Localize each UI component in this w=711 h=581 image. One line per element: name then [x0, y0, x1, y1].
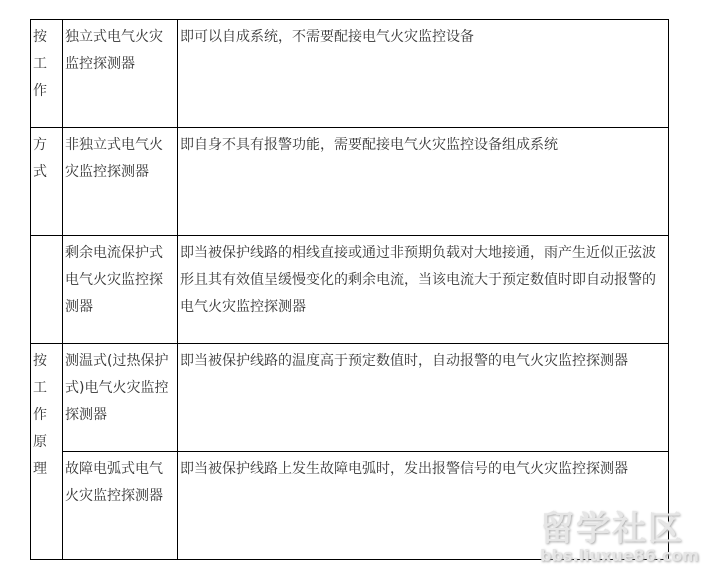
watermark-url: bbs.liuxue86.com [540, 546, 699, 565]
type-cell: 非独立式电气火灾监控探测器 [63, 128, 178, 236]
type-cell: 独立式电气火灾监控探测器 [63, 20, 178, 128]
type-cell: 故障电弧式电气火灾监控探测器 [63, 452, 178, 560]
category-cell [31, 236, 63, 344]
type-cell: 测温式(过热保护式)电气火灾监控探测器 [63, 344, 178, 452]
type-cell: 剩余电流保护式电气火灾监控探测器 [63, 236, 178, 344]
description-cell: 即当被保护线路的相线直接或通过非预期负载对大地接通，雨产生近似正弦波形且其有效值呈缓慢变化的剩余电流，当该电流大于预定数值时即自动报警的电气火灾监控探测器 [178, 236, 669, 344]
table-row [31, 344, 669, 452]
category-cell: 方式 [31, 128, 63, 236]
category-cell: 按工作原理 [31, 344, 63, 560]
description-cell: 即自身不具有报警功能，需要配接电气火灾监控设备组成系统 [178, 128, 669, 236]
description-cell: 即当被保护线路上发生故障电弧时，发出报警信号的电气火灾监控探测器 [178, 452, 669, 560]
detector-table [30, 19, 669, 560]
table-row [31, 236, 669, 344]
table-row [31, 128, 669, 236]
table-row [31, 20, 669, 128]
description-cell: 即可以自成系统，不需要配接电气火灾监控设备 [178, 20, 669, 128]
watermark-title: 留学社区 [540, 509, 684, 549]
description-cell: 即当被保护线路的温度高于预定数值时，自动报警的电气火灾监控探测器 [178, 344, 669, 452]
watermark [540, 510, 699, 564]
category-cell: 按工作 [31, 20, 63, 128]
